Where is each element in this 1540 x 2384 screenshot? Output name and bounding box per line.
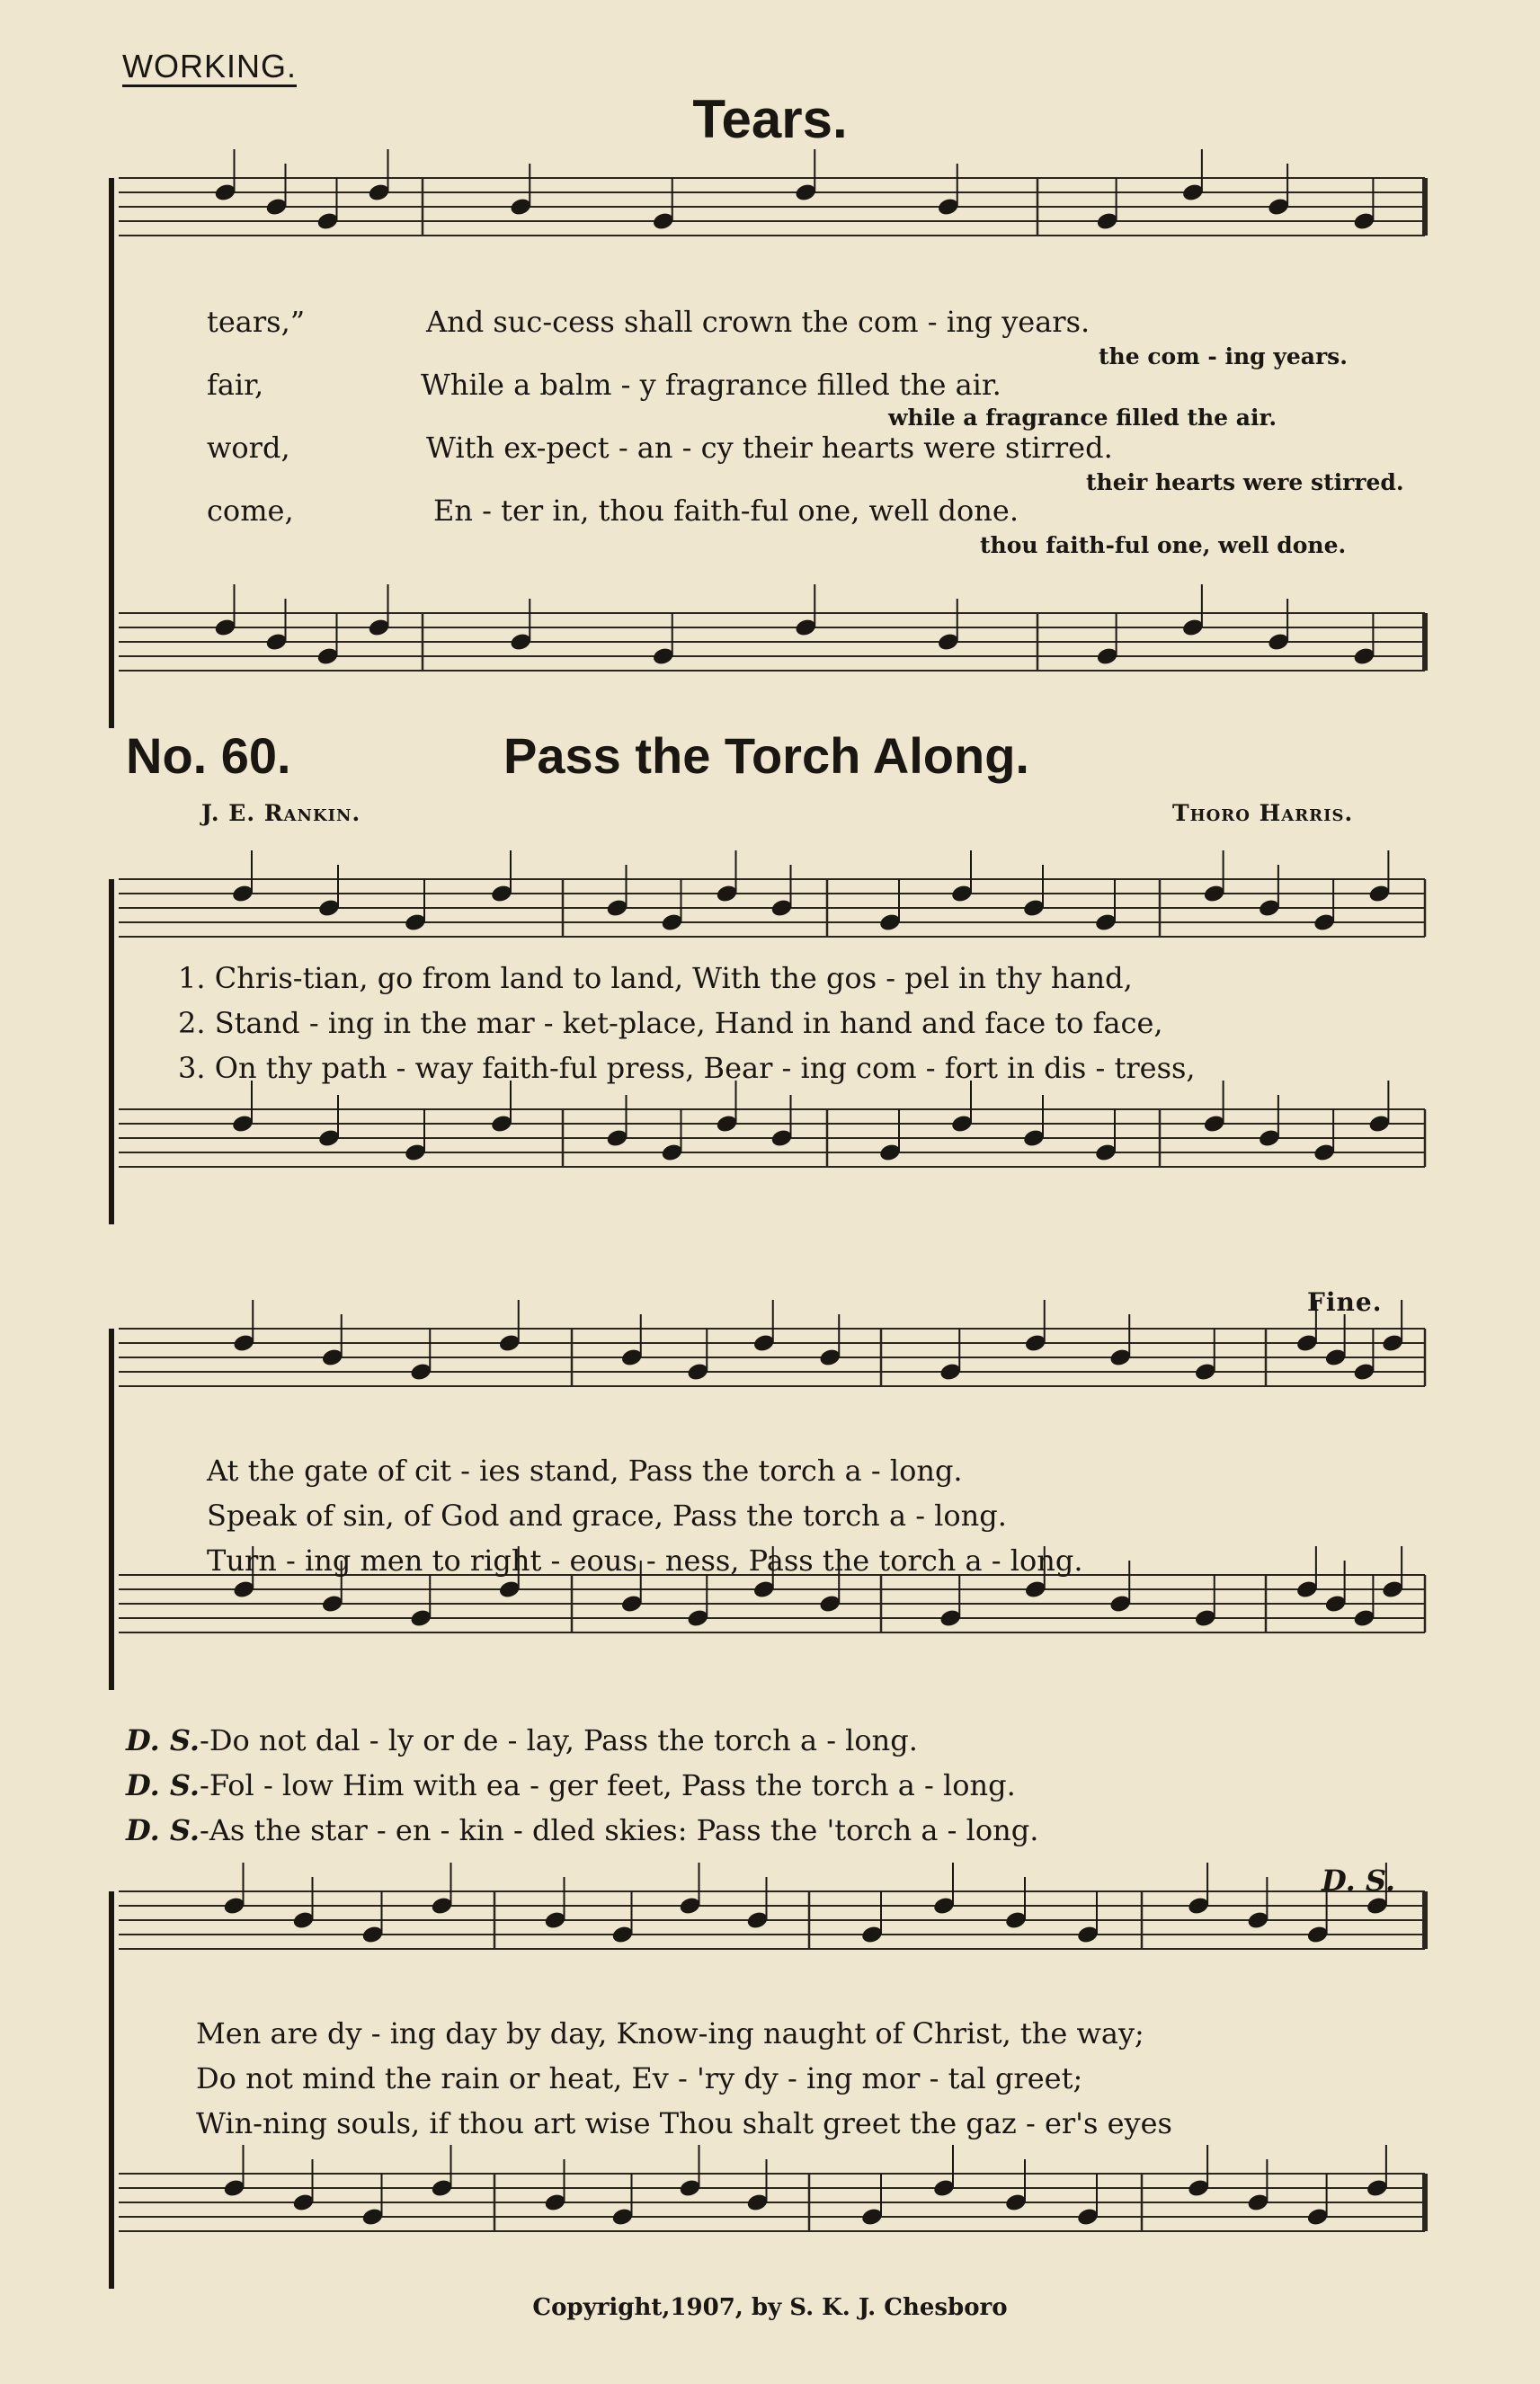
lyric-line: come, bbox=[207, 494, 294, 528]
lyric-line: With ex-pect - an - cy their hearts were stirred. bbox=[426, 431, 1113, 465]
lyricist-credit: J. E. Rankin. bbox=[201, 800, 361, 826]
lyric-echo: while a fragrance filled the air. bbox=[888, 405, 1277, 431]
composer-credit: Thoro Harris. bbox=[1172, 800, 1354, 826]
ds-lyric-line: D. S.-As the star - en - kin - dled skies: Pass the 'torch a - long. bbox=[126, 1813, 1039, 1847]
lyric-line: Win-ning souls, if thou art wise Thou shalt greet the gaz - er's eyes bbox=[196, 2106, 1172, 2140]
song-title-tears: Tears. bbox=[692, 89, 848, 149]
hymn-title: Pass the Torch Along. bbox=[503, 727, 1029, 784]
fine-marking: Fine. bbox=[1307, 1287, 1383, 1317]
ds-marking: D. S. bbox=[1322, 1864, 1395, 1898]
lyric-line: At the gate of cit - ies stand, Pass the torch a - long. bbox=[207, 1454, 963, 1488]
lyric-echo: the com - ing years. bbox=[1099, 343, 1348, 369]
copyright-notice: Copyright,1907, by S. K. J. Chesboro bbox=[532, 2294, 1008, 2321]
lyric-line: Do not mind the rain or heat, Ev - 'ry dy - ing mor - tal greet; bbox=[196, 2061, 1083, 2095]
lyric-line: While a balm - y fragrance filled the air. bbox=[421, 368, 1001, 402]
lyric-line: 3. On thy path - way faith-ful press, Bear - ing com - fort in dis - tress, bbox=[178, 1051, 1196, 1085]
lyric-line: Men are dy - ing day by day, Know-ing naught of Christ, the way; bbox=[196, 2016, 1144, 2050]
lyric-line: And suc-cess shall crown the com - ing years. bbox=[426, 305, 1090, 339]
lyric-line: word, bbox=[207, 431, 290, 465]
lyric-line: Turn - ing men to right - eous - ness, Pass the torch a - long. bbox=[207, 1543, 1083, 1578]
lyric-echo: thou faith-ful one, well done. bbox=[980, 532, 1347, 558]
ds-lyric-line: D. S.-Fol - low Him with ea - ger feet, Pass the torch a - long. bbox=[126, 1768, 1016, 1802]
lyric-line: 2. Stand - ing in the mar - ket-place, Hand in hand and face to face, bbox=[178, 1006, 1163, 1040]
ds-lyric-line: D. S.-Do not dal - ly or de - lay, Pass the torch a - long. bbox=[126, 1723, 918, 1757]
lyric-echo: their hearts were stirred. bbox=[1086, 469, 1404, 495]
lyric-line: Speak of sin, of God and grace, Pass the torch a - long. bbox=[207, 1499, 1007, 1533]
lyric-line: tears,” bbox=[207, 305, 306, 339]
hymn-number: No. 60. bbox=[126, 727, 291, 784]
lyric-line: En - ter in, thou faith-ful one, well done. bbox=[433, 494, 1019, 528]
page-section-label: WORKING. bbox=[122, 49, 297, 87]
lyric-line: fair, bbox=[207, 368, 264, 402]
lyric-line: 1. Chris-tian, go from land to land, With the gos - pel in thy hand, bbox=[178, 961, 1133, 995]
